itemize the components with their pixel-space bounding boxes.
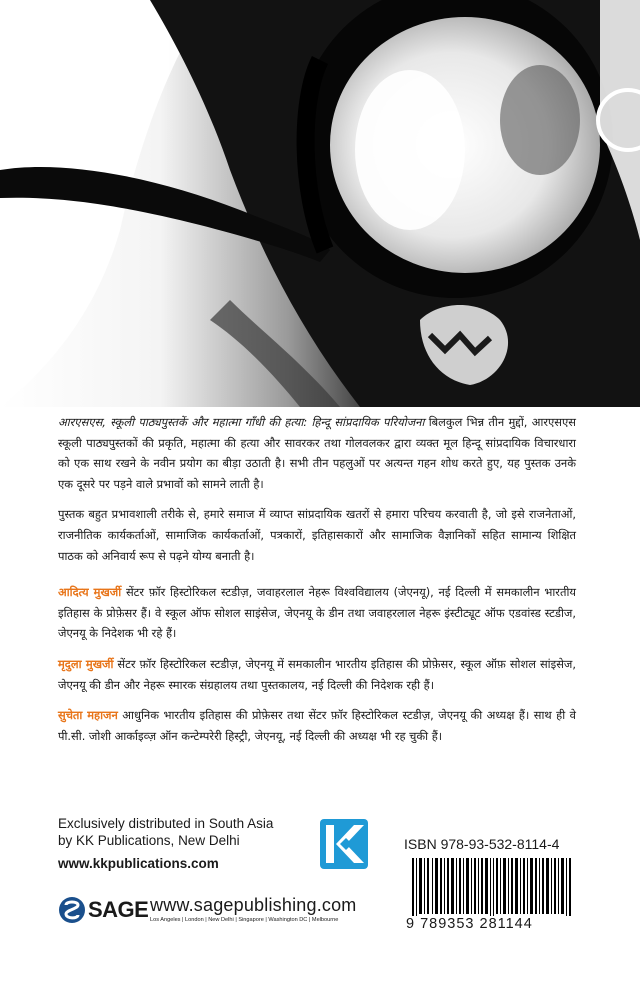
author-bio-2 bbox=[58, 654, 576, 695]
author-name-3: सुचेता महाजन bbox=[58, 708, 118, 723]
publisher-name: SAGE bbox=[88, 897, 149, 922]
kk-publications-logo-icon bbox=[320, 819, 368, 869]
author-bio-text-2: सेंटर फ़ॉर हिस्टोरिकल स्टडीज़, जेएनयू में समकालीन भारतीय इतिहास की प्रोफ़ेसर, स्कूल ऑफ़ सोशल सांइसेज, जेएनयू की डीन और नेहरू स्मारक संग्रहालय तथा पुस्तकालय, नई दिल्ली की निदेशक रही हैं। bbox=[58, 656, 576, 692]
distribution-line-1: Exclusively distributed in South Asia bbox=[58, 816, 274, 831]
distribution-url[interactable]: www.kkpublications.com bbox=[58, 856, 219, 871]
author-name-2: मृदुला मुखर्जी bbox=[58, 656, 114, 671]
cover-photograph bbox=[0, 0, 640, 407]
distribution-block bbox=[58, 815, 373, 889]
publisher-cities: Los Angeles | London | New Delhi | Singapore | Washington DC | Melbourne bbox=[150, 917, 339, 923]
back-cover-text bbox=[58, 412, 576, 756]
portrait-illustration bbox=[0, 0, 640, 407]
author-name-1: आदित्य मुखर्जी bbox=[58, 585, 122, 600]
author-bio-1 bbox=[58, 582, 576, 644]
author-bio-text-1: सेंटर फ़ॉर हिस्टोरिकल स्टडीज़, जवाहरलाल नेहरू विश्वविद्यालय (जेएनयू), नई दिल्ली में समकालीन भारतीय इतिहास के प्रोफ़ेसर हैं। वे स्कूल ऑफ सोशल साइंसेज, जेएनयू के डीन तथा जवाहरलाल नेहरू इंस्टीट्यूट ऑफ एडवांस्ड स्टडीज, जेएनयू के निदेशक भी रहे हैं। bbox=[58, 585, 577, 641]
blurb-paragraph-1 bbox=[58, 412, 576, 494]
publisher-url[interactable]: www.sagepublishing.com bbox=[150, 895, 357, 915]
sage-logo-icon bbox=[58, 895, 86, 925]
distribution-line-2: by KK Publications, New Delhi bbox=[58, 833, 240, 848]
blurb-paragraph-2: पुस्तक बहुत प्रभावशाली तरीके से, हमारे समाज में व्याप्त सांप्रदायिक खतरों से हमारा परिचय करवाती है, जो इसे राजनेताओं, राजनीतिक कार्यकर्ताओं, सामाजिक कार्यकर्ताओं, पत्रकारों, इतिहासकारों और सामाजिक वैज्ञानिकों सहित सामान्य शिक्षित पाठक को अनिवार्य रूप से पढ़ने योग्य बनाती है। bbox=[58, 507, 576, 563]
author-bio-3 bbox=[58, 705, 576, 746]
barcode-digits: 9 789353 281144 bbox=[404, 916, 586, 932]
author-bio-text-3: आधुनिक भारतीय इतिहास की प्रोफ़ेसर तथा सेंटर फ़ॉर हिस्टोरिकल स्टडीज़, जेएनयू की अध्यक्ष हैं। साथ ही वे पी.सी. जोशी आर्काइव्ज़ ऑन कन्टेम्परेरी हिस्ट्री, जेएनयू, नई दिल्ली की अध्यक्ष भी रह चुकी हैं। bbox=[58, 708, 576, 743]
book-title-italic: आरएसएस, स्कूली पाठ्यपुस्तकें और महात्मा गाँधी की हत्या: हिन्दू सांप्रदायिक परियोजना bbox=[58, 415, 425, 429]
isbn-label: ISBN 978-93-532-8114-4 bbox=[404, 836, 560, 852]
publisher-block bbox=[58, 893, 378, 933]
blurb-paragraph-1-body: बिलकुल भिन्न तीन मुद्दों, आरएसएस स्कूली पाठ्यपुस्तकों की प्रकृति, महात्मा की हत्या और सावरकर तथा गोलवलकर द्वारा व्यक्त मूल हिन्दू सांप्रदायिक विचारधारा को एक साथ रखने के नवीन प्रयोग का बीड़ा उठाती है। सभी तीन पहलुओं पर अत्यन्त गहन शोध करते हुए, यह पुस्तक उनके एक दूसरे पर पड़ने वाले प्रभावों को सामने लाती है। bbox=[58, 415, 576, 491]
